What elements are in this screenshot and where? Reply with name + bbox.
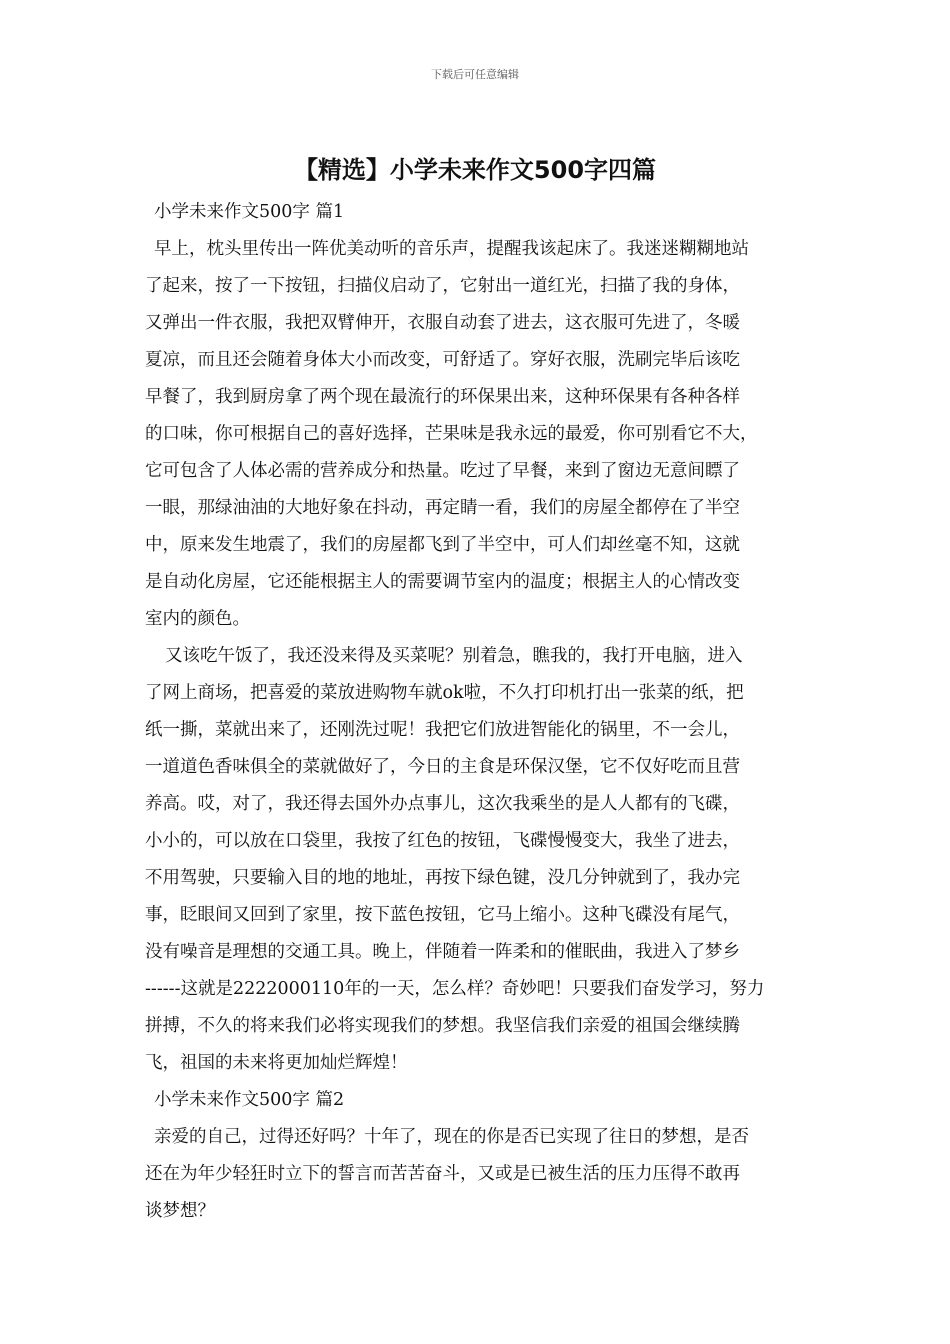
text-line: 没有噪音是理想的交通工具。晚上，伴随着一阵柔和的催眠曲，我进入了梦乡 (145, 942, 740, 962)
text-line: 夏凉，而且还会随着身体大小而改变，可舒适了。穿好衣服，洗刷完毕后该吃 (145, 350, 740, 370)
document-title: 【精选】小学未来作文500字四篇 (293, 156, 657, 184)
paragraph (145, 638, 815, 1082)
paragraph (145, 1119, 815, 1230)
text-line: 室内的颜色。 (145, 609, 250, 629)
text-line: 了网上商场，把喜爱的菜放进购物车就ok啦，不久打印机打出一张菜的纸，把 (145, 683, 744, 703)
text-line: 不用驾驶，只要输入目的地的地址，再按下绿色键，没几分钟就到了，我办完 (145, 868, 740, 888)
text-line: 又该吃午饭了，我还没来得及买菜呢？别着急，瞧我的，我打开电脑，进入 (165, 646, 743, 666)
header-note: 下载后可任意编辑 (431, 68, 519, 81)
text-line: 还在为年少轻狂时立下的誓言而苦苦奋斗，又或是已被生活的压力压得不敢再 (145, 1164, 740, 1184)
text-line: 它可包含了人体必需的营养成分和热量。吃过了早餐，来到了窗边无意间瞟了 (145, 461, 740, 481)
text-line: 谈梦想？ (145, 1201, 215, 1221)
text-line: 事，眨眼间又回到了家里，按下蓝色按钮，它马上缩小。这种飞碟没有尾气， (145, 905, 740, 925)
text-line: 纸一撕，菜就出来了，还刚洗过呢！我把它们放进智能化的锅里，不一会儿， (145, 720, 740, 740)
text-line: 早餐了，我到厨房拿了两个现在最流行的环保果出来，这种环保果有各种各样 (145, 387, 740, 407)
text-line: 了起来，按了一下按钮，扫描仪启动了，它射出一道红光，扫描了我的身体， (145, 276, 740, 296)
section-heading: 小学未来作文500字 篇1 (154, 202, 345, 222)
text-line: 一眼，那绿油油的大地好象在抖动，再定睛一看，我们的房屋全都停在了半空 (145, 498, 740, 518)
text-line: 的口味，你可根据自己的喜好选择，芒果味是我永远的最爱，你可别看它不大， (145, 424, 758, 444)
text-line: 亲爱的自己，过得还好吗？十年了，现在的你是否已实现了往日的梦想，是否 (154, 1127, 749, 1147)
text-line: 中，原来发生地震了，我们的房屋都飞到了半空中，可人们却丝毫不知，这就 (145, 535, 740, 555)
document-body (145, 194, 815, 1230)
text-line: 是自动化房屋，它还能根据主人的需要调节室内的温度；根据主人的心情改变 (145, 572, 740, 592)
text-line: 飞，祖国的未来将更加灿烂辉煌！ (145, 1053, 408, 1073)
text-line: 又弹出一件衣服，我把双臂伸开，衣服自动套了进去，这衣服可先进了，冬暖 (145, 313, 740, 333)
paragraph (145, 231, 815, 638)
text-line: 一道道色香味俱全的菜就做好了，今日的主食是环保汉堡，它不仅好吃而且营 (145, 757, 740, 777)
text-line: 拼搏，不久的将来我们必将实现我们的梦想。我坚信我们亲爱的祖国会继续腾 (145, 1016, 740, 1036)
section-heading: 小学未来作文500字 篇2 (154, 1090, 345, 1110)
text-line: 小小的，可以放在口袋里，我按了红色的按钮，飞碟慢慢变大，我坐了进去， (145, 831, 740, 851)
text-line: 养高。哎，对了，我还得去国外办点事儿，这次我乘坐的是人人都有的飞碟， (145, 794, 740, 814)
text-line: 早上，枕头里传出一阵优美动听的音乐声，提醒我该起床了。我迷迷糊糊地站 (154, 239, 749, 259)
text-line: ------这就是2222000110年的一天，怎么样？奇妙吧！只要我们奋发学习，努力 (145, 979, 765, 999)
